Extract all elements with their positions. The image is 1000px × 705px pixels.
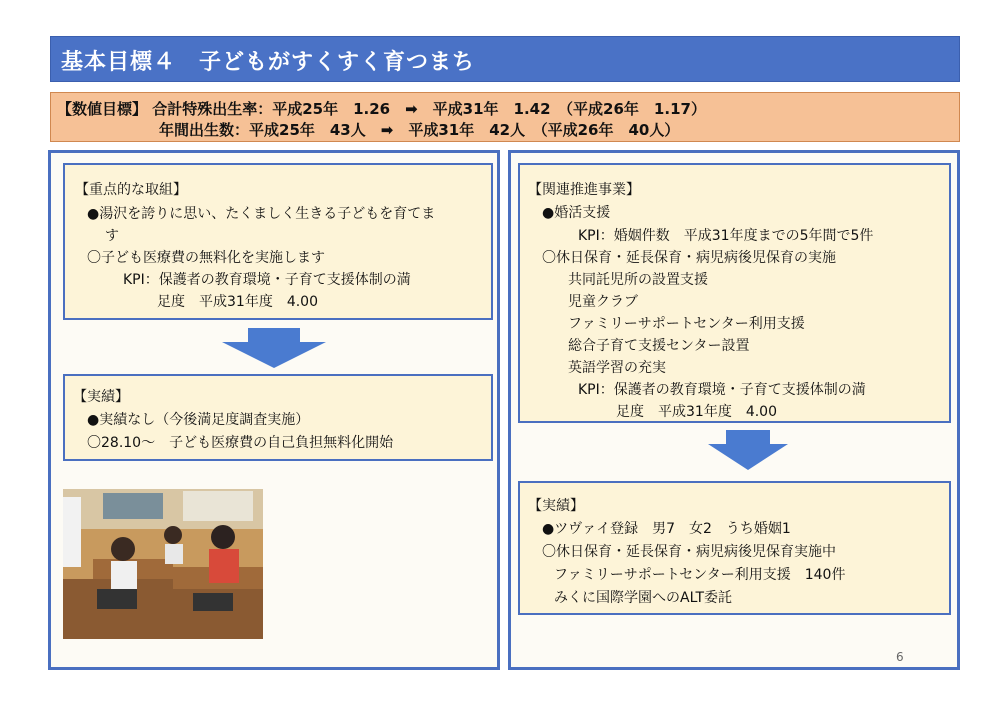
down-arrow-icon: [708, 430, 788, 470]
numeric-targets: [50, 92, 960, 142]
target-line-birth-rate: 【数値目標】 合計特殊出生率：平成25年 1.26 ➡ 平成31年 1.42 （平成26年 1.17）: [57, 100, 706, 118]
project-subitem: 共同託児所の設置支援: [568, 272, 708, 288]
project-subitem: 児童クラブ: [568, 294, 638, 310]
results-item: 〇28.10～ 子ども医療費の自己負担無料化開始: [87, 435, 394, 451]
down-arrow-icon: [222, 328, 326, 368]
results-item: ファミリーサポートセンター利用支援 140件: [554, 567, 846, 583]
focus-item: す: [105, 228, 119, 244]
results-item: ●ツヴァイ登録 男7 女2 うち婚姻1: [542, 521, 791, 537]
results-item: 〇休日保育・延長保育・病児病後児保育実施中: [542, 544, 836, 560]
project-subitem: ファミリーサポートセンター利用支援: [568, 316, 805, 332]
page-number: 6: [896, 650, 904, 664]
classroom-photo-image: [63, 489, 263, 639]
results-heading: 【実績】: [73, 389, 129, 405]
left-results-box: [63, 374, 493, 461]
title-bar: [50, 36, 960, 82]
right-results-box: [518, 481, 951, 615]
focus-item: 〇子ども医療費の無料化を実施します: [87, 250, 325, 266]
results-item: みくに国際学園へのALT委託: [554, 590, 733, 606]
project-subitem: 総合子育て支援センター設置: [568, 338, 750, 354]
project-subitem: 英語学習の充実: [568, 360, 666, 376]
focus-item: ●湯沢を誇りに思い、たくましく生きる子どもを育てま: [87, 206, 436, 222]
project-kpi: KPI：婚姻件数 平成31年度までの5年間で5件: [578, 228, 874, 244]
focus-heading: 【重点的な取組】: [75, 182, 187, 198]
page-title: 基本目標４ 子どもがすくすく育つまち: [61, 50, 476, 75]
focus-kpi-value: 足度 平成31年度 4.00: [157, 294, 318, 310]
target-line-births: 年間出生数：平成25年 43人 ➡ 平成31年 42人 （平成26年 40人）: [159, 121, 680, 139]
focus-box: [63, 163, 493, 320]
project-kpi: KPI：保護者の教育環境・子育て支援体制の満: [578, 382, 866, 398]
results-heading: 【実績】: [528, 498, 584, 514]
projects-heading: 【関連推進事業】: [528, 182, 640, 198]
results-item: ●実績なし（今後満足度調査実施）: [87, 412, 310, 428]
focus-kpi: KPI：保護者の教育環境・子育て支援体制の満: [123, 272, 411, 288]
project-kpi-value: 足度 平成31年度 4.00: [616, 404, 777, 420]
project-item: ●婚活支援: [542, 205, 611, 221]
project-item: 〇休日保育・延長保育・病児病後児保育の実施: [542, 250, 836, 266]
projects-box: [518, 163, 951, 423]
classroom-photo: [63, 489, 263, 639]
